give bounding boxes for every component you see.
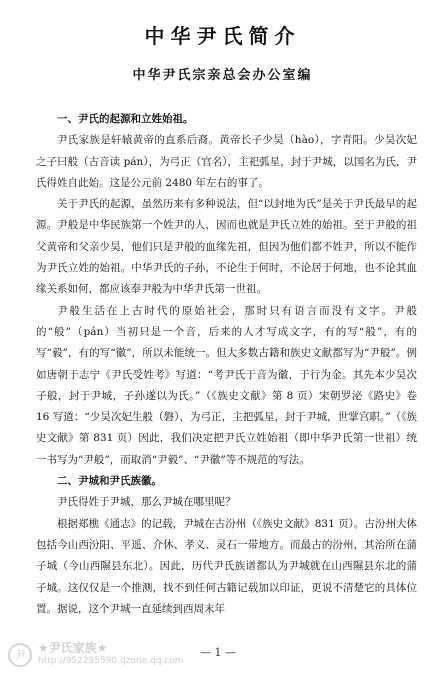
page-footer	[0, 640, 445, 674]
paragraph: 尹氏得姓于尹城，那么尹城在哪里呢？	[57, 496, 236, 509]
paragraph: 根据郑樵《通志》的记载，尹城在古汾州（《族史文献》831 页）。古汾州大体包括今山西汾阳、平遥、介休、孝义、灵石一带地方。而最古的汾州，其治所在蒲子城（今山西隰县东北）。因此，历代尹氏族谱都认为尹城就在山西隰县东北的蒲子城。这仅仅是一个推测，找不到任何古籍记载加以印证，更说不清楚它的具体位置。据说，这个尹城一直延续到西周末年	[36, 517, 417, 615]
watermark-site-name: ★尹氏家族★	[38, 641, 108, 655]
paragraph: 尹氏家族是轩辕黄帝的直系后裔。黄帝长子少昊（hào），字青阳。少昊次妃之子曰般（古音读 pán），为弓正（官名），主祀弧星，封于尹城，以国名为氏，尹氏得姓自此始。这是公元前 2480 年左右的事了。	[36, 134, 417, 189]
watermark-text	[38, 642, 184, 668]
section-heading: 一、尹氏的起源和立姓始祖。	[57, 113, 194, 125]
document-subtitle: 中华尹氏宗亲总会办公室编	[132, 68, 313, 83]
paragraph: 关于尹氏的起源，虽然历来有多种说法，但“以封地为氏”是关于尹氏最早的起源。尹般是中华民族第一个姓尹的人，因而也就是尹氏立姓的始祖。至于尹般的祖父黄帝和父亲少昊，他们只是尹般的血缘先祖，但因为他们都不姓尹，所以不能作为尹氏立姓的始祖。中华尹氏的子孙，不论生于何时，不论居于何地，也不论其血缘关系如何，都应该奉尹般为中华尹氏第一世祖。	[36, 198, 417, 296]
paragraph: 尹般生活在上古时代的原始社会，那时只有语言而没有文字。尹般的“般”（pán）当初只是一个音，后来的人才写成文字，有的写“般”，有的写“毅”，有的写“徽”，所以未能统一。但大多数古籍和族史文献都写为“尹般”。例如唐朝于志宁《尹氏受姓考》写道：“考尹氏于音为徽，于行为金。其先本少昊次子般，封于尹城，子孙遂以为氏。”（《族史文献》第 8 页）宋朝罗泌《路史》卷 16 写道：“少昊次妃生般（磐），为弓正，主把弧星，封于尹城，世掌宫职。”（《族史文献》第 831 页）因此，我们决定把尹氏立姓始祖（即中华尹氏第一世祖）统一书写为“尹般”，而取消“尹毅”、“尹徽”等不规范的写法。	[36, 304, 417, 466]
watermark-url: http://952295590.qzone.qq.com	[38, 656, 184, 666]
document-body	[36, 109, 417, 620]
document-title: 中华尹氏简介	[144, 24, 301, 48]
section-heading: 二、尹城和尹氏族徽。	[57, 475, 162, 488]
watermark	[8, 642, 184, 668]
page-number: — 1 —	[200, 646, 236, 659]
watermark-logo-icon: 尹	[8, 643, 32, 667]
